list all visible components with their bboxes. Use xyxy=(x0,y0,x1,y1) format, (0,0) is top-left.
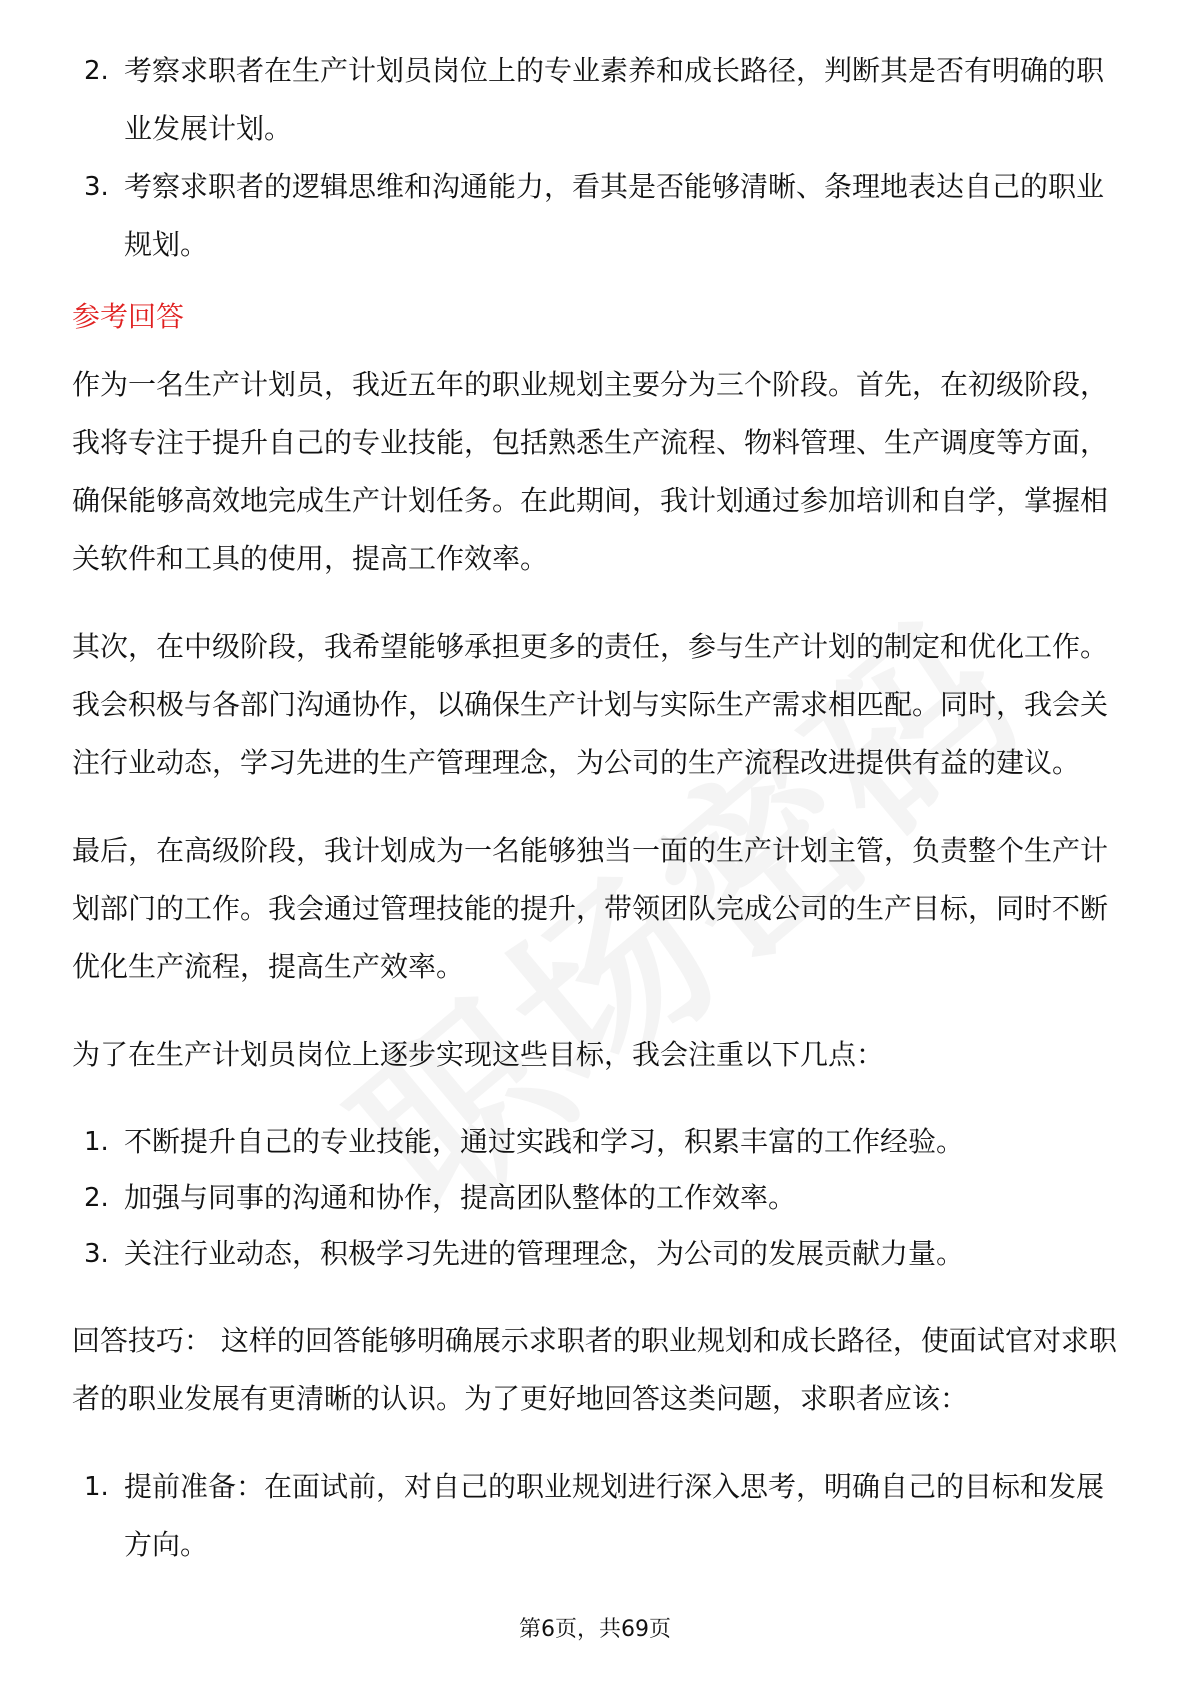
tips-text: 这样的回答能够明确展示求职者的职业规划和成长路径，使面试官对求职者的职业发展有更清晰的认识。为了更好地回答这类问题，求职者应该： xyxy=(72,1324,1117,1415)
tips-label: 回答技巧： xyxy=(72,1324,213,1357)
list-item-text: 考察求职者在生产计划员岗位上的专业素养和成长路径，判断其是否有明确的职业发展计划。 xyxy=(124,54,1105,145)
list-item xyxy=(72,1170,1124,1226)
paragraph: 最后，在高级阶段，我计划成为一名能够独当一面的生产计划主管，负责整个生产计划部门的工作。我会通过管理技能的提升，带领团队完成公司的生产目标，同时不断优化生产流程，提高生产效率。 xyxy=(72,834,1109,983)
list-item xyxy=(72,1114,1124,1170)
list-item-text: 加强与同事的沟通和协作，提高团队整体的工作效率。 xyxy=(124,1181,797,1214)
list-item-text: 不断提升自己的专业技能，通过实践和学习，积累丰富的工作经验。 xyxy=(124,1125,965,1158)
list-item xyxy=(72,42,1124,158)
paragraph: 作为一名生产计划员，我近五年的职业规划主要分为三个阶段。首先，在初级阶段，我将专注于提升自己的专业技能，包括熟悉生产流程、物料管理、生产调度等方面，确保能够高效地完成生产计划任务。在此期间，我计划通过参加培训和自学，掌握相关软件和工具的使用，提高工作效率。 xyxy=(72,368,1109,575)
page-content xyxy=(72,42,1124,1574)
list-item-text: 考察求职者的逻辑思维和沟通能力，看其是否能够清晰、条理地表达自己的职业规划。 xyxy=(124,170,1105,261)
list-item-number: 1. xyxy=(84,1127,109,1157)
list-item xyxy=(72,1226,1124,1282)
list-item-text: 提前准备：在面试前，对自己的职业规划进行深入思考，明确自己的目标和发展方向。 xyxy=(124,1470,1105,1561)
paragraph: 其次，在中级阶段，我希望能够承担更多的责任，参与生产计划的制定和优化工作。我会积极与各部门沟通协作，以确保生产计划与实际生产需求相匹配。同时，我会关注行业动态，学习先进的生产管理理念，为公司的生产流程改进提供有益的建议。 xyxy=(72,630,1109,779)
reference-answer-heading: 参考回答 xyxy=(72,300,185,333)
list-item-number: 1. xyxy=(84,1472,109,1502)
list-item-number: 2. xyxy=(84,1183,109,1213)
list-item-number: 3. xyxy=(84,1239,109,1269)
criteria-list xyxy=(72,42,1124,274)
goal-list xyxy=(72,1114,1124,1282)
tips-list xyxy=(72,1458,1124,1574)
list-item-number: 3. xyxy=(84,172,109,202)
tips-paragraph xyxy=(72,1312,1124,1428)
page-number-footer: 第6页，共69页 xyxy=(519,1617,671,1642)
list-item xyxy=(72,158,1124,274)
list-item xyxy=(72,1458,1124,1574)
paragraph: 为了在生产计划员岗位上逐步实现这些目标，我会注重以下几点： xyxy=(72,1038,885,1071)
list-item-number: 2. xyxy=(84,56,109,86)
list-item-text: 关注行业动态，积极学习先进的管理理念，为公司的发展贡献力量。 xyxy=(124,1237,965,1270)
